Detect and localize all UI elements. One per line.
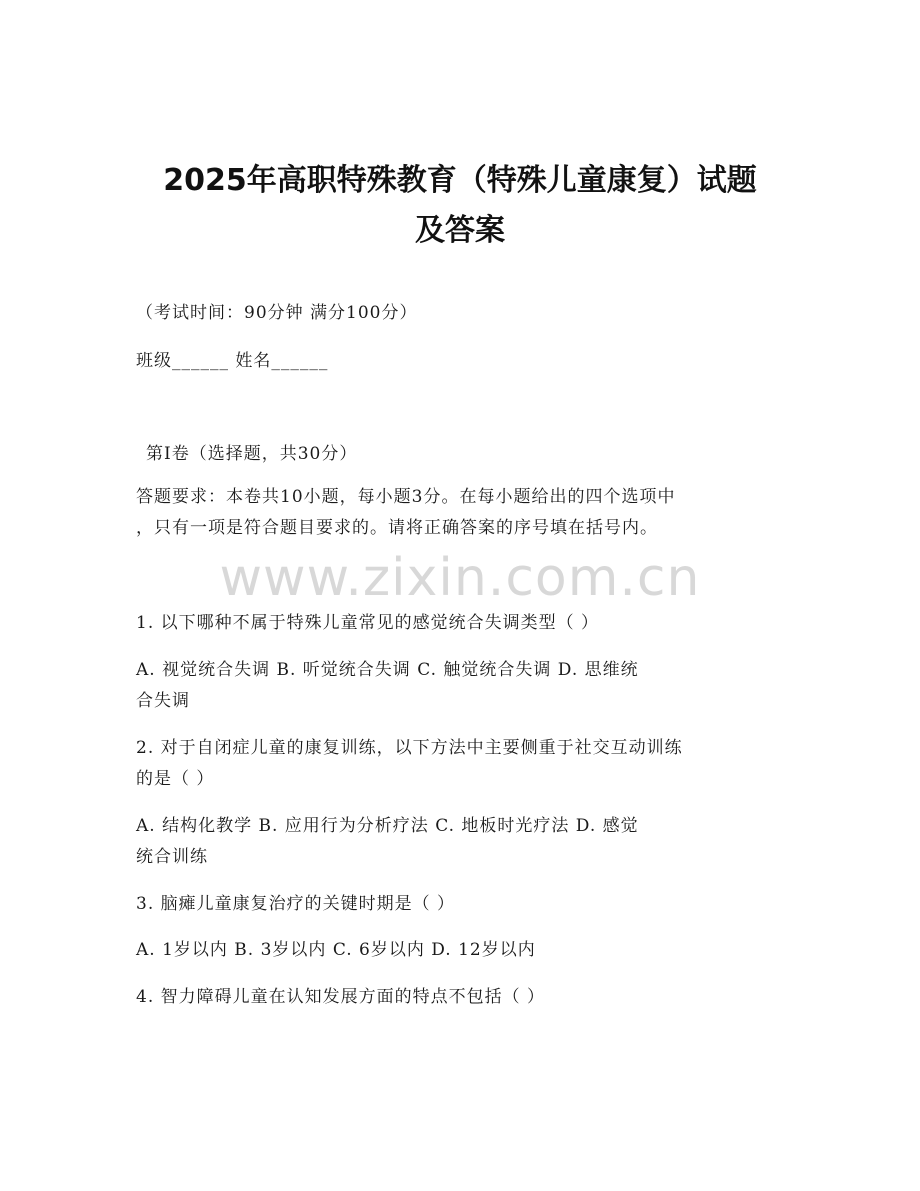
question-3-options: A. 1岁以内 B. 3岁以内 C. 6岁以内 D. 12岁以内 bbox=[136, 940, 536, 960]
question-2-stem: 2. 对于自闭症儿童的康复训练，以下方法中主要侧重于社交互动训练 bbox=[136, 738, 683, 758]
instructions-line-2: ，只有一项是符合题目要求的。请将正确答案的序号填在括号内。 bbox=[136, 518, 658, 538]
question-2-options: A. 结构化教学 B. 应用行为分析疗法 C. 地板时光疗法 D. 感觉 bbox=[136, 816, 639, 836]
question-3-stem: 3. 脑瘫儿童康复治疗的关键时期是（ ） bbox=[136, 894, 456, 914]
question-4-stem: 4. 智力障碍儿童在认知发展方面的特点不包括（ ） bbox=[136, 987, 546, 1007]
question-2-options-cont: 统合训练 bbox=[136, 847, 208, 867]
section-heading: 第Ⅰ卷（选择题，共30分） bbox=[146, 444, 358, 464]
document-title-line-1: 2025年高职特殊教育（特殊儿童康复）试题 bbox=[163, 163, 757, 198]
document-title-line-2: 及答案 bbox=[415, 213, 505, 248]
instructions-line-1: 答题要求：本卷共10小题，每小题3分。在每小题给出的四个选项中 bbox=[136, 487, 676, 507]
class-name-fields: 班级______ 姓名______ bbox=[136, 351, 329, 371]
question-1-options-cont: 合失调 bbox=[136, 691, 190, 711]
watermark: www.zixin.com.cn bbox=[219, 548, 701, 608]
question-1-options: A. 视觉统合失调 B. 听觉统合失调 C. 触觉统合失调 D. 思维统 bbox=[136, 660, 639, 680]
exam-time-score: （考试时间：90分钟 满分100分） bbox=[136, 303, 418, 323]
question-1-stem: 1. 以下哪种不属于特殊儿童常见的感觉统合失调类型（ ） bbox=[136, 613, 600, 633]
question-2-stem-cont: 的是（ ） bbox=[136, 769, 215, 789]
